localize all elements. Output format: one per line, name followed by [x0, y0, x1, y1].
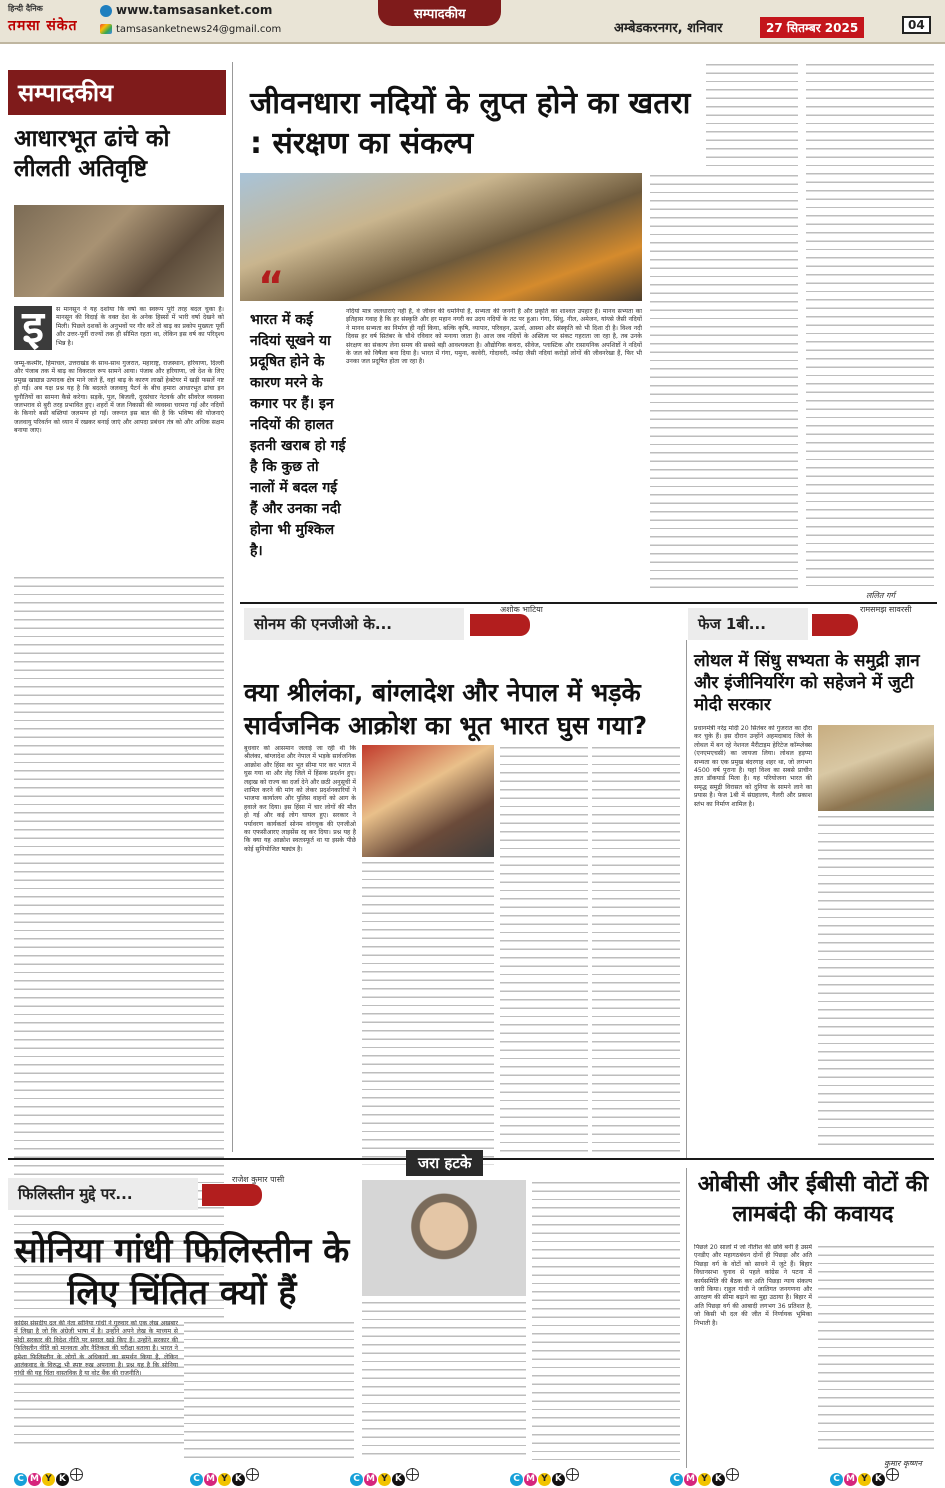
- cmyk-marks-6: C M Y K: [830, 1468, 899, 1486]
- fourth-body-column-3: [362, 1300, 526, 1460]
- editorial-headline: आधारभूत ढांचे को लीलती अतिवृष्टि: [14, 126, 170, 182]
- website-url[interactable]: www.tamsasanket.com: [116, 3, 273, 17]
- section-label: सम्पादकीय: [378, 0, 501, 26]
- fourth-body-column-4: [532, 1180, 680, 1460]
- second-body-column-3: [500, 745, 588, 1165]
- fourth-body-column-2: [184, 1320, 354, 1460]
- third-headline: लोथल में सिंधु सभ्यता के समुद्री ज्ञान और इंजीनियरिंग को सहेजने में जुटी मोदी सरकार: [694, 651, 920, 715]
- fifth-headline: ओबीसी और ईबीसी वोटों की लामबंदी की कवायद: [697, 1172, 929, 1227]
- protest-photo: [362, 745, 494, 857]
- second-body: बुधवार को आसमान जलाई जा रही थी कि श्रीलंका, बांग्लादेश और नेपाल में भड़के सार्वजनिक आक्रोश और हिंसा का भूत सीमा पार कर भारत में घुस गया था और लेह जिले में हिंसक प्रदर्शन हुए। लद्दाख को राज्य का दर्जा देने और छठी अनुसूची में शामिल करने की मांग को लेकर प्रदर्शनकारियों ने भाजपा कार्यालय और पुलिस वाहनों को आग के हवाले कर दिया। इस हिंसा में चार लोगों की मौत हो गई और कई लोग घायल हुए। सरकार ने पर्यावरण कार्यकर्ता सोनम वांगचुक की एनजीओ का एफसीआरए लाइसेंस रद्द कर दिया। प्रश्न यह है कि क्या यह आक्रोश स्वतःस्फूर्त था या इसके पीछे कोई सुनियोजित षड्यंत्र है।: [244, 745, 356, 853]
- globe-icon: [100, 5, 112, 17]
- author-ramsamajh: रामसमझ सावरसी: [860, 605, 912, 614]
- author-ashok: अशोक भाटिया: [500, 605, 543, 614]
- editorial-lead: स मानसून ने यह दर्शाया कि वर्षा का स्वरूप पूरी तरह बदल चुका है। मानसून की विदाई के वक्त देश के अनेक हिस्सों में भारी वर्षा देखने को मिली। पिछले दशकों के अनुभवों पर गौर करें तो बाढ़ का प्रकोप मुख्यतः पूर्वी और उत्तर-पूर्वी राज्यों तक ही सीमित रहता था, लेकिन इस वर्ष का परिदृश्य भिन्न है।: [56, 306, 224, 347]
- masthead-header: [0, 0, 945, 44]
- flood-photo: [14, 205, 224, 297]
- cmyk-marks-2: C M Y K: [190, 1468, 259, 1486]
- drop-cap: इ: [14, 306, 52, 350]
- cmyk-marks-3: C M Y K: [350, 1468, 419, 1486]
- pen-icon-bottom: [202, 1184, 262, 1206]
- lead-headline: जीवनधारा नदियों के लुप्त होने का खतरा : संरक्षण का संकल्प: [250, 86, 691, 161]
- fifth-body: पिछले 20 सालों में जो नीतीश की छवि बनी है उसमें एनडीए और महागठबंधन दोनों ही पिछड़ा और अति पिछड़ा वर्ग के वोटों को साधने में जुटे हैं। बिहार विधानसभा चुनाव से पहले कांग्रेस ने पटना में कार्यसमिति की बैठक कर अति पिछड़ा न्याय संकल्प जारी किया। राहुल गांधी ने जातिगत जनगणना और आरक्षण की सीमा बढ़ाने का मुद्दा उठाया है। बिहार में अति पिछड़ा वर्ग की आबादी लगभग 36 प्रतिशत है, जो किसी भी दल की जीत में निर्णायक भूमिका निभाती है।: [694, 1244, 812, 1327]
- editorial-label: सम्पादकीय: [8, 70, 226, 115]
- pen-icon: [470, 614, 530, 636]
- third-body: प्रधानमंत्री नरेंद्र मोदी 20 सितंबर को गुजरात का दौरा कर चुके हैं। इस दौरान उन्होंने अहमदाबाद जिले के लोथल में बन रहे नेशनल मैरीटाइम हेरिटेज कॉम्प्लेक्स (एनएमएचसी) का जायजा लिया। लोथल हड़प्पा सभ्यता का एक प्रमुख बंदरगाह शहर था, जो लगभग 4500 वर्ष पुराना है। यहां विश्व का सबसे प्राचीन ज्ञात डॉकयार्ड मिला है। यह परियोजना भारत की समृद्ध समुद्री विरासत को दुनिया के सामने लाने का प्रयास है। फेज 1बी में संग्रहालय, गैलरी और प्रकाश स्तंभ का निर्माण शामिल है।: [694, 725, 812, 808]
- date-badge: 27 सितम्बर 2025: [760, 17, 864, 38]
- column-divider-2: [686, 640, 687, 1160]
- quote-icon: “: [258, 264, 285, 310]
- paper-tagline: हिन्दी दैनिक: [8, 4, 43, 13]
- column-divider-3: [686, 1168, 687, 1468]
- second-body-column-4: [592, 745, 680, 1165]
- kicker-sonam: सोनम की एनजीओ के...: [244, 608, 464, 640]
- fourth-body: कांग्रेस संसदीय दल की नेता सोनिया गांधी ने गुरुवार को एक लेख अखबार में लिखा है जो कि अंग्रेजी भाषा में है। उन्होंने अपने लेख के माध्यम से मोदी सरकार की विदेश नीति पर सवाल खड़े किए हैं। उन्होंने सरकार की फिलिस्तीन नीति को मानवता और नैतिकता की परीक्षा बताया है। भारत ने हमेशा फिलिस्तीन के लोगों के अधिकारों का समर्थन किया है, लेकिन आतंकवाद के विरुद्ध भी स्पष्ट रुख अपनाया है। प्रश्न यह है कि सोनिया गांधी की यह चिंता वास्तविक है या वोट बैंक की राजनीति।: [14, 1320, 178, 1378]
- cmyk-marks-5: C M Y K: [670, 1468, 739, 1486]
- fifth-signature: कुमार कृष्णन: [884, 1459, 922, 1468]
- fourth-headline: सोनिया गांधी फिलिस्तीन के लिए चिंतित क्यों हैं: [14, 1231, 350, 1313]
- mail-icon: [100, 24, 112, 34]
- email-address[interactable]: tamsasanketnews24@gmail.com: [116, 24, 282, 35]
- editorial-body: जम्मू-कश्मीर, हिमाचल, उत्तराखंड के साथ-साथ गुजरात, महाराष्ट्र, राजस्थान, हरियाणा, दिल्ली और पंजाब तक में बाढ़ का विकराल रूप सामने आया। पंजाब और हरियाणा, जो देश के लिए प्रमुख खाद्यान्न उत्पादक क्षेत्र माने जाते हैं, वहां बाढ़ के कारण लाखों हेक्टेयर में खड़ी फसलें नष्ट हो गईं। अब यक्ष प्रश्न यह है कि बदलते जलवायु पैटर्न के बीच हमारा आधारभूत ढांचा इन चुनौतियों का सामना कैसे करेगा। सड़कें, पुल, बिजली, दूरसंचार नेटवर्क और सीवरेज व्यवस्था जलभराव से बुरी तरह प्रभावित हुए। शहरों में जल निकासी की व्यवस्था चरमरा गई और नदियों के किनारे बसी बस्तियां जलमग्न हो गईं। जरूरत इस बात की है कि भविष्य की योजनाएं जलवायु परिवर्तन को ध्यान में रखकर बनाई जाएं और आपदा प्रबंधन तंत्र को और अधिक सक्षम बनाया जाए।: [14, 360, 224, 435]
- cmyk-marks-4: C M Y K: [510, 1468, 579, 1486]
- sonia-gandhi-photo: [362, 1180, 526, 1296]
- kicker-palestine: फिलिस्तीन मुद्दे पर...: [8, 1178, 198, 1210]
- author-rajesh: राजेश कुमार पासी: [232, 1175, 285, 1184]
- cmyk-marks-1: C M Y K: [14, 1468, 83, 1486]
- paper-name: तमसा संकेत: [8, 18, 78, 34]
- lead-body-column-3: [650, 173, 798, 588]
- lead-body-column-2: [706, 62, 798, 170]
- dateline: अम्बेडकरनगर, शनिवार: [614, 21, 723, 36]
- editorial-body-continued: [14, 575, 224, 1445]
- lead-body: नदियां मात्र जलधाराएं नहीं हैं, वे जीवन की धमनियां हैं, सभ्यता की जननी हैं और प्रकृति का शाश्वत उपहार हैं। मानव सभ्यता का इतिहास गवाह है कि हर संस्कृति और हर महान नगरी का उदय नदियों के तट पर हुआ। गंगा, सिंधु, नील, अमेजन, यांग्त्से जैसी नदियों ने मानव सभ्यता का निर्माण ही नहीं किया, बल्कि कृषि, व्यापार, परिवहन, ऊर्जा, आस्था और संस्कृति को भी दिशा दी है। विश्व नदी दिवस हर वर्ष सितंबर के चौथे रविवार को मनाया जाता है। आज जब नदियों के अस्तित्व पर संकट गहराता जा रहा है, तब उनके संरक्षण का संकल्प लेना समय की सबसे बड़ी आवश्यकता है। औद्योगिक कचरा, सीवेज, प्लास्टिक और रासायनिक अपशिष्टों ने नदियों के जल को विषैला बना दिया है। भारत में गंगा, यमुना, कावेरी, गोदावरी, नर्मदा जैसी नदियां करोड़ों लोगों की जीवनरेखा हैं, फिर भी उनका जल प्रदूषित होता जा रहा है।: [346, 308, 642, 366]
- lothal-photo: [818, 725, 934, 811]
- lead-signature: ललित गर्ग: [866, 591, 896, 600]
- river-photo: [240, 173, 642, 310]
- fifth-body-column-2: [818, 1244, 934, 1456]
- third-body-column-2: [818, 814, 934, 1145]
- section-rule: [240, 602, 937, 604]
- zara-hatke-label: जरा हटके: [406, 1150, 483, 1176]
- second-body-column-2: [362, 860, 494, 1165]
- pull-quote: भारत में कई नदियां सूखने या प्रदूषित होने के कारण मरने के कगार पर हैं। इन नदियों की हालत इतनी खराब हो गई है कि कुछ तो नालों में बदल गई हैं और उनका नदी होना भी मुश्किल है।: [250, 312, 346, 559]
- second-headline: क्या श्रीलंका, बांग्लादेश और नेपाल में भड़के सार्वजनिक आक्रोश का भूत भारत घुस गया?: [244, 678, 648, 740]
- page-number: 04: [902, 16, 931, 34]
- lead-body-column-4: [806, 62, 934, 588]
- kicker-phase: फेज 1बी...: [688, 608, 808, 640]
- column-divider: [232, 62, 233, 1152]
- pen-icon-right: [812, 614, 858, 636]
